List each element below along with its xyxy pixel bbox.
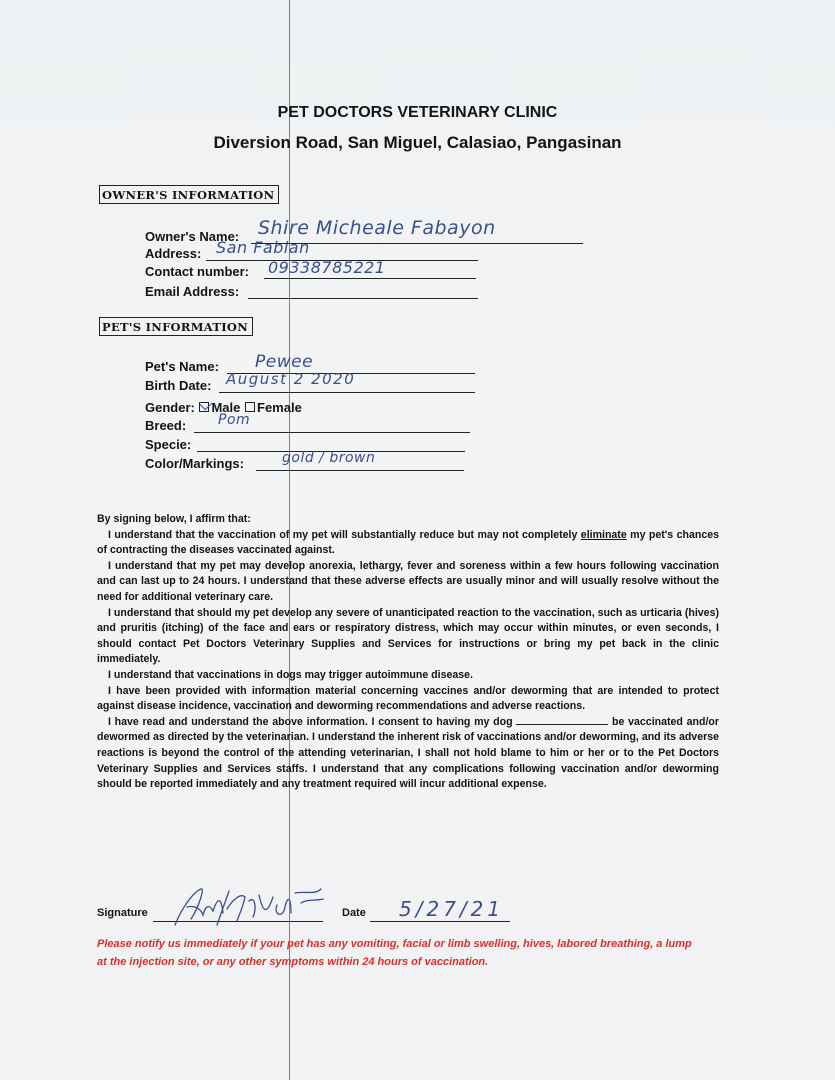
contact-number-label: Contact number:	[145, 264, 249, 279]
specie-field	[145, 437, 191, 453]
consent-statement	[97, 512, 719, 793]
consent-lead: By signing below, I affirm that:	[97, 513, 251, 525]
birth-date-label: Birth Date:	[145, 378, 212, 393]
breed-field	[145, 418, 186, 434]
gender-male-label: Male	[211, 400, 241, 415]
gender-male-checkbox[interactable]	[199, 402, 209, 412]
birth-date-value[interactable]: August 2 2020	[226, 370, 356, 388]
address-value[interactable]: San Fabian	[216, 238, 310, 257]
consent-paragraph-3: I understand that should my pet develop any severe of unanticipated reaction to the vaccination, such as urticaria (hives) and pruritis (itching) of the face and ears or respiratory distress, which may occur within minutes, or even seconds, I should contact Pet Doctors Veterinary Supplies and Services for instructions or bring my pet back in the clinic immediately.	[97, 606, 719, 666]
breed-value[interactable]: Pom	[218, 412, 251, 428]
clinic-name: PET DOCTORS VETERINARY CLINIC	[277, 104, 558, 121]
gender-label: Gender:	[145, 400, 195, 415]
consent-paragraph-2: I understand that my pet may develop anorexia, lethargy, fever and soreness within a few hours following vaccination and can last up to 24 hours. I understand that these adverse effects are usually minor and will usually resolve without the need for additional veterinary care.	[97, 559, 719, 603]
date-line	[370, 921, 510, 922]
email-field	[145, 284, 239, 300]
signature-label: Signature	[97, 907, 148, 919]
color-markings-value[interactable]: gold / brown	[282, 450, 376, 466]
address-label: Address:	[145, 246, 202, 261]
owner-section-heading: OWNER'S INFORMATION	[99, 185, 279, 204]
contact-number-value[interactable]: 09338785221	[268, 258, 386, 277]
consent-paragraph-5: I have been provided with information material concerning vaccines and/or deworming that are intended to protect against disease incidence, vaccination and deworming recommendations and adverse reactions.	[97, 684, 719, 713]
owner-name-value[interactable]: Shire Micheale Fabayon	[258, 217, 496, 239]
pet-name-field	[145, 359, 219, 375]
signature-row	[97, 895, 527, 935]
contact-number-field	[145, 264, 249, 280]
pet-name-label: Pet's Name:	[145, 359, 219, 374]
birth-date-field	[145, 378, 211, 394]
breed-label: Breed:	[145, 418, 187, 433]
consent-paragraph-4: I understand that vaccinations in dogs may trigger autoimmune disease.	[108, 668, 473, 681]
owner-name-label: Owner's Name:	[145, 229, 240, 244]
email-label: Email Address:	[145, 284, 240, 299]
dog-name-blank[interactable]	[516, 715, 608, 725]
pet-section-heading: PET'S INFORMATION	[99, 317, 253, 336]
specie-label: Specie:	[145, 437, 192, 452]
date-value[interactable]: 5/27/21	[399, 897, 505, 921]
gender-female-label: Female	[257, 400, 302, 415]
handwritten-signature[interactable]	[165, 885, 345, 933]
consent-paragraph-6: I have read and understand the above information. I consent to having my dog be vaccinated and/or dewormed as directed by the veterinarian. I understand the inherent risk of vaccinations and/or deworming, and its adverse reactions is beyond the control of the attending veterinarian, I shall not hold blame to him or her or to the Pet Doctors Veterinary Supplies and Services staffs. I understand that any complications following vaccination and/or deworming should be reported immediately and any treatment required will incur additional expense.	[97, 715, 719, 791]
date-label: Date	[342, 907, 366, 919]
pet-name-value[interactable]: Pewee	[255, 352, 314, 372]
color-markings-field	[145, 456, 244, 472]
color-markings-label: Color/Markings:	[145, 456, 244, 471]
consent-paragraph-1: I understand that the vaccination of my pet will substantially reduce but may not completely eliminate my pet's chances of contracting the diseases vaccinated against.	[97, 528, 720, 557]
gender-female-checkbox[interactable]	[245, 402, 255, 412]
address-field	[145, 246, 201, 262]
post-vaccination-warning: Please notify us immediately if your pet has any vomiting, facial or limb swelling, hives, labored breathing, a lump at the injection site, or any other symptoms within 24 hours of vaccination.	[97, 938, 692, 968]
clinic-address: Diversion Road, San Miguel, Calasiao, Pangasinan	[213, 133, 622, 152]
